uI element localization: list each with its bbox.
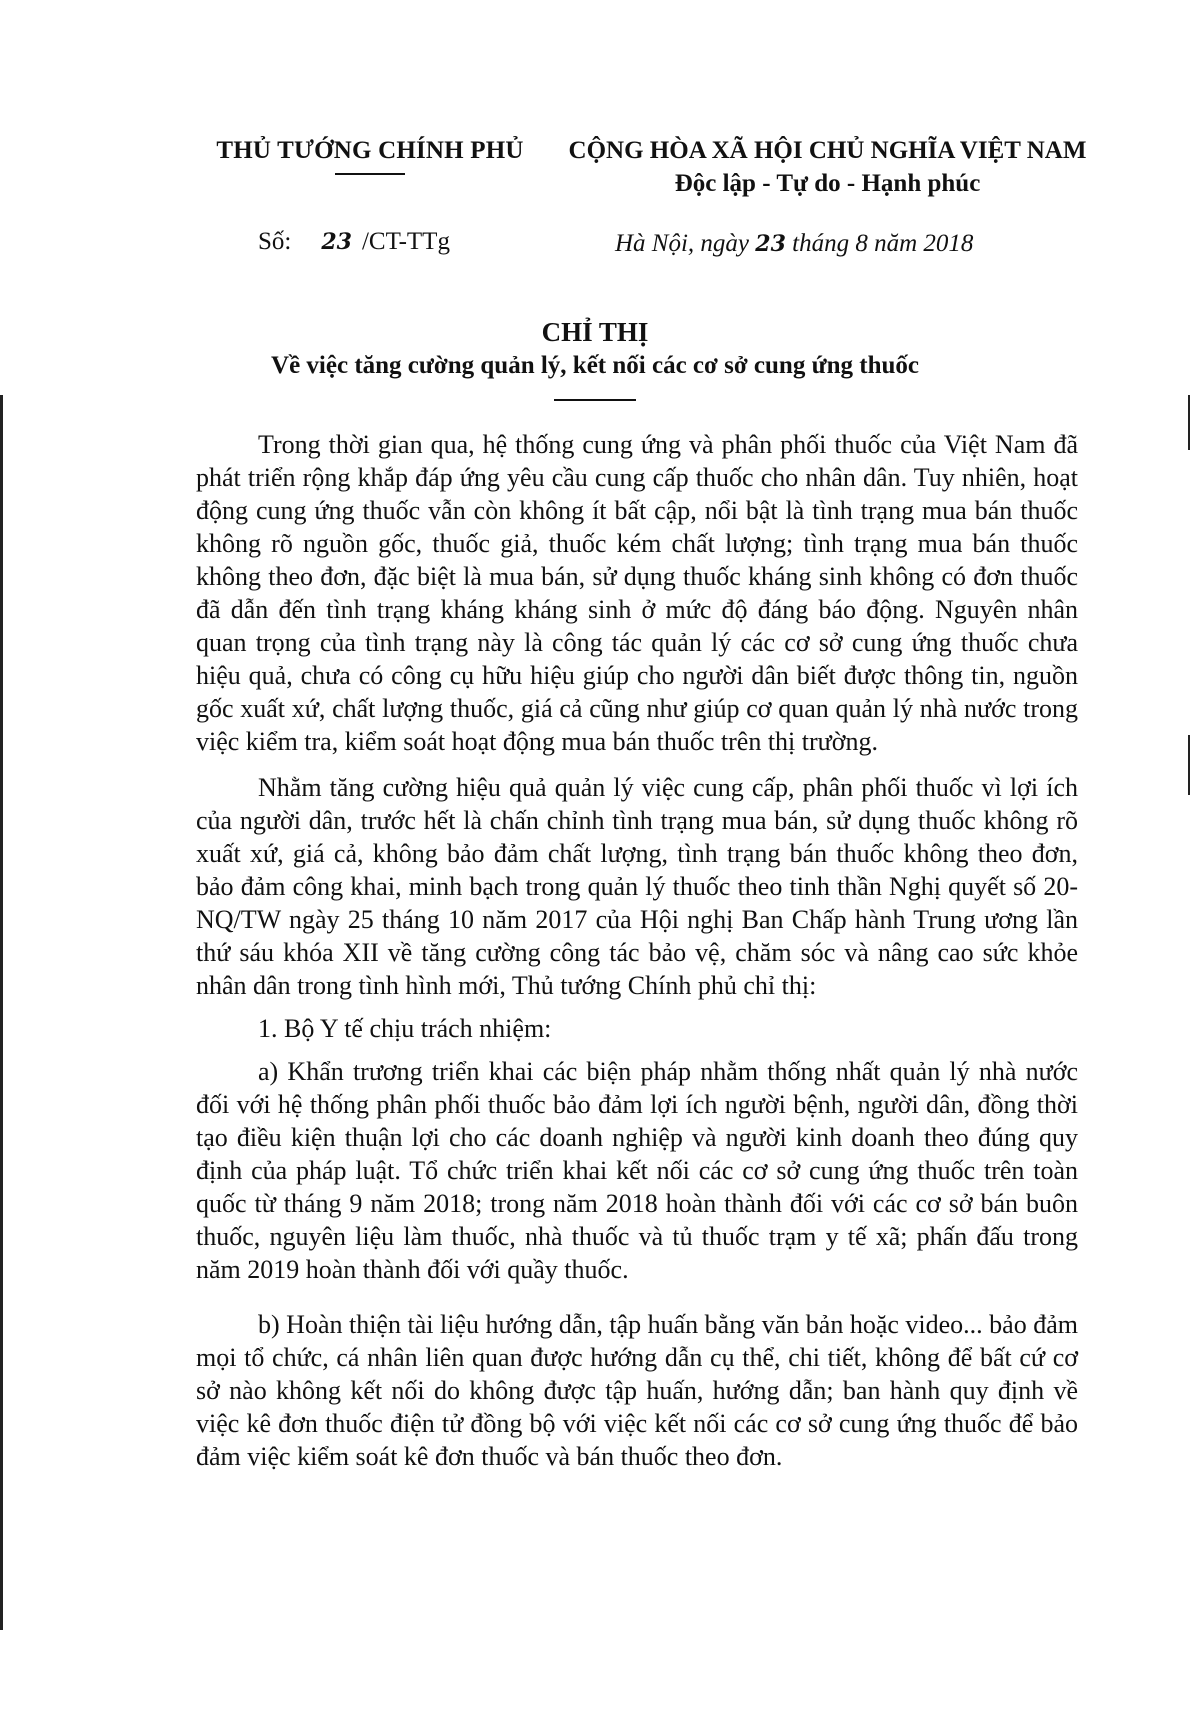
agency-underline: [335, 173, 405, 175]
document-subject: Về việc tăng cường quản lý, kết nối các cơ sở cung ứng thuốc: [271, 352, 919, 379]
document-type: CHỈ THỊ: [541, 317, 649, 347]
national-motto: Độc lập - Tự do - Hạnh phúc: [674, 170, 981, 197]
number-suffix: /CT-TTg: [361, 228, 450, 255]
issuing-agency: THỦ TƯỚNG CHÍNH PHỦ: [216, 137, 524, 164]
national-header-block: [555, 135, 1100, 201]
issuing-agency-block: [205, 135, 535, 175]
national-title: CỘNG HÒA XÃ HỘI CHỦ NGHĨA VIỆT NAM: [568, 137, 1087, 164]
date-day: 23: [755, 231, 786, 257]
paragraph-context: Trong thời gian qua, hệ thống cung ứng và phân phối thuốc của Việt Nam đã phát triển rộng khắp đáp ứng yêu cầu cung cấp thuốc cho nhân dân. Tuy nhiên, hoạt động cung ứng thuốc vẫn còn không ít bất cập, nổi bật là tình trạng mua bán thuốc không rõ nguồn gốc, thuốc giả, thuốc kém chất lượng; tình trạng mua bán thuốc không theo đơn, đặc biệt là mua bán, sử dụng thuốc kháng sinh không có đơn thuốc đã dẫn đến tình trạng kháng kháng sinh ở mức độ đáng báo động. Nguyên nhân quan trọng của tình trạng này là công tác quản lý các cơ sở cung ứng thuốc chưa hiệu quả, chưa có công cụ hữu hiệu giúp cho người dân biết được thông tin, nguồn gốc xuất xứ, chất lượng thuốc, giá cả cũng như giúp cơ quan quản lý nhà nước trong việc kiểm tra, kiểm soát hoạt động mua bán thuốc trên thị trường.: [196, 430, 1078, 756]
number-value: 23: [321, 229, 352, 255]
paragraph-item-1b: b) Hoàn thiện tài liệu hướng dẫn, tập huấn bằng văn bản hoặc video... bảo đảm mọi tổ chức, cá nhân liên quan được hướng dẫn cụ thể, chi tiết, không để bất cứ cơ sở nào không kết nối do không được tập huấn, hướng dẫn; ban hành quy định về việc kê đơn thuốc điện tử đồng bộ với việc kết nối các cơ sở cung ứng thuốc để bảo đảm việc kiểm soát kê đơn thuốc và bán thuốc theo đơn.: [196, 1310, 1078, 1471]
document-date: [615, 230, 973, 258]
title-underline: [554, 399, 636, 401]
number-prefix: Số:: [258, 228, 292, 255]
document-body: [196, 428, 1078, 1486]
paragraph-item-1a: a) Khẩn trương triển khai các biện pháp nhằm thống nhất quản lý nhà nước đối với hệ thống phân phối thuốc bảo đảm lợi ích người bệnh, người dân, đồng thời tạo điều kiện thuận lợi cho các doanh nghiệp và người kinh doanh theo đúng quy định của pháp luật. Tổ chức triển khai kết nối các cơ sở cung ứng thuốc trên toàn quốc từ tháng 9 năm 2018; trong năm 2018 hoàn thành đối với các cơ sở bán buôn thuốc, nguyên liệu làm thuốc, nhà thuốc và tủ thuốc trạm y tế xã; phấn đấu trong năm 2019 hoàn thành đối với quầy thuốc.: [196, 1057, 1078, 1284]
paragraph-purpose: Nhằm tăng cường hiệu quả quản lý việc cung cấp, phân phối thuốc vì lợi ích của người dân, trước hết là chấn chỉnh tình trạng mua bán, sử dụng thuốc không rõ xuất xứ, giá cả, không bảo đảm chất lượng, tình trạng bán thuốc không theo đơn, bảo đảm công khai, minh bạch trong quản lý thuốc theo tinh thần Nghị quyết số 20-NQ/TW ngày 25 tháng 10 năm 2017 của Hội nghị Ban Chấp hành Trung ương lần thứ sáu khóa XII về tăng cường công tác bảo vệ, chăm sóc và nâng cao sức khỏe nhân dân trong tình hình mới, Thủ tướng Chính phủ chỉ thị:: [196, 773, 1078, 1000]
date-place: Hà Nội, ngày: [615, 230, 750, 257]
scan-edge-left: [0, 395, 3, 1630]
date-rest: tháng 8 năm 2018: [792, 230, 974, 257]
document-number: [258, 228, 450, 256]
paragraph-item-1: 1. Bộ Y tế chịu trách nhiệm:: [258, 1014, 552, 1043]
document-title-block: [160, 315, 1030, 401]
